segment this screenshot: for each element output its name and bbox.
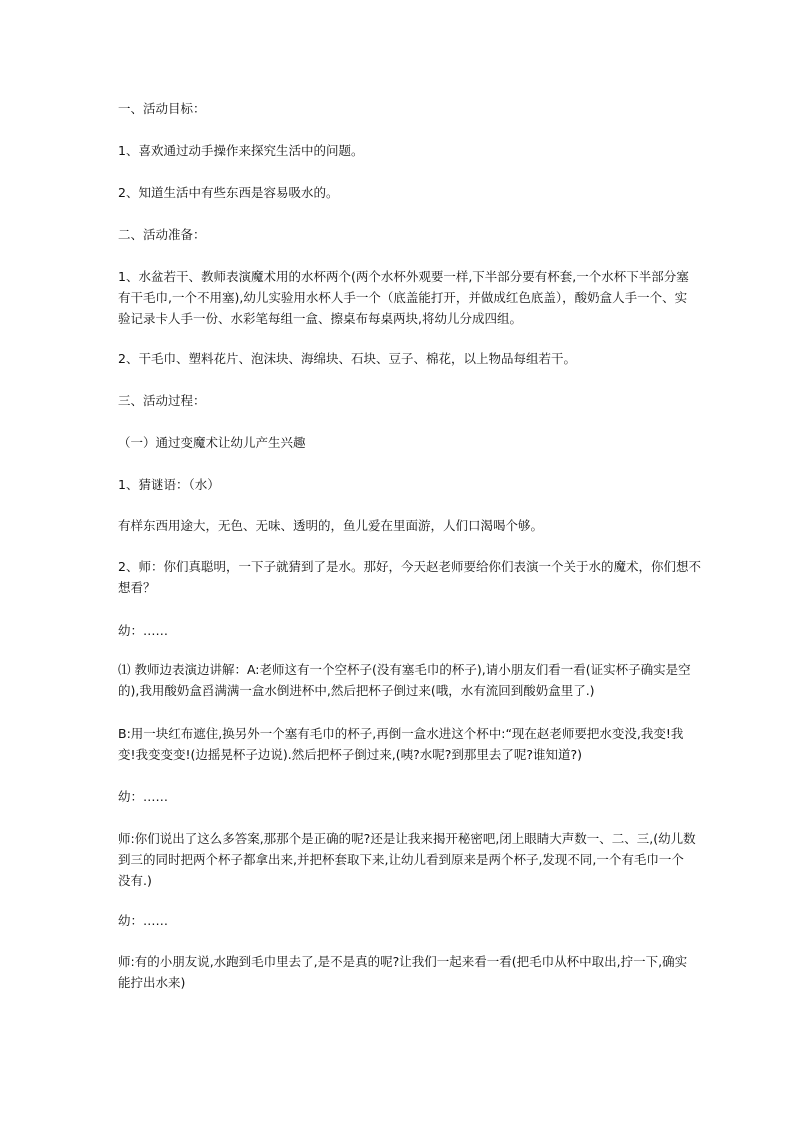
text-line: 一、活动目标： [118, 101, 206, 116]
paragraph [118, 266, 689, 329]
text-line: 没有.) [118, 873, 152, 888]
text-line: ⑴ 教师边表演边讲解：A:老师这有一个空杯子(没有塞毛巾的杯子),请小朋友们看一看(证实杯子确实是空 [118, 662, 691, 677]
text-line: 有干毛巾,一个不用塞),幼儿实验用水杯人手一个（底盖能打开，并做成红色底盖），酸奶盒人手一个、实 [118, 290, 688, 305]
text-line: 幼：…… [118, 623, 169, 638]
paragraph [118, 659, 691, 701]
paragraph [118, 910, 678, 931]
text-line: 有样东西用途大，无色、无味、透明的，鱼儿爱在里面游，人们口渴喝个够。 [118, 518, 544, 533]
text-line: 三、活动过程： [118, 393, 206, 408]
heading-objectives [118, 98, 678, 119]
text-line: 1、喜欢通过动手操作来探究生活中的问题。 [118, 143, 364, 158]
text-line: （一）通过变魔术让幼儿产生兴趣 [118, 435, 306, 450]
text-line: 1、水盆若干、教师表演魔术用的水杯两个(两个水杯外观要一样,下半部分要有杯套,一个水杯下半部分塞 [118, 269, 689, 284]
paragraph [118, 620, 678, 641]
paragraph [118, 723, 684, 765]
paragraph [118, 515, 678, 536]
text-line: 能拧出水来) [118, 975, 186, 990]
text-line: 到三的同时把两个杯子都拿出来,并把杯套取下来,让幼儿看到原来是两个杯子,发现不同,一个有毛巾一个 [118, 852, 684, 867]
text-line: 变!我变变变!(边摇晃杯子边说).然后把杯子倒过来,(咦?水呢?到那里去了呢?谁知道?) [118, 747, 583, 762]
text-line: 想看？ [118, 580, 156, 595]
text-line: 2、知道生活中有些东西是容易吸水的。 [118, 185, 339, 200]
paragraph [118, 182, 678, 203]
text-line: 验记录卡人手一份、水彩笔每组一盒、擦桌布每桌两块,将幼儿分成四组。 [118, 311, 522, 326]
paragraph [118, 556, 701, 598]
text-line: B:用一块红布遮住,换另外一个塞有毛巾的杯子,再倒一盒水进这个杯中:“现在赵老师要把水变没,我变!我 [118, 726, 684, 741]
text-line: 2、干毛巾、塑料花片、泡沫块、海绵块、石块、豆子、棉花，以上物品每组若干。 [118, 351, 576, 366]
text-line: 二、活动准备： [118, 227, 206, 242]
paragraph [118, 140, 678, 161]
text-line: 幼：…… [118, 913, 169, 928]
text-line: 师:你们说出了这么多答案,那那个是正确的呢?还是让我来揭开秘密吧,闭上眼睛大声数一、二、三,(幼儿数 [118, 831, 696, 846]
paragraph [118, 348, 678, 369]
text-line: 师:有的小朋友说,水跑到毛巾里去了,是不是真的呢?让我们一起来看一看(把毛巾从杯中取出,拧一下,确实 [118, 954, 688, 969]
text-line: 1、猜谜语：（水） [118, 477, 220, 492]
paragraph [118, 951, 688, 993]
heading-preparation [118, 224, 678, 245]
text-line: 幼：…… [118, 789, 169, 804]
paragraph [118, 474, 678, 495]
heading-process [118, 390, 678, 411]
text-line: 的),我用酸奶盒舀满满一盒水倒进杯中,然后把杯子倒过来(哦，水有流回到酸奶盒里了.) [118, 683, 595, 698]
subheading [118, 432, 678, 453]
paragraph [118, 828, 696, 891]
text-line: 2、师：你们真聪明，一下子就猜到了是水。那好，今天赵老师要给你们表演一个关于水的魔术，你们想不 [118, 559, 701, 574]
paragraph [118, 786, 678, 807]
